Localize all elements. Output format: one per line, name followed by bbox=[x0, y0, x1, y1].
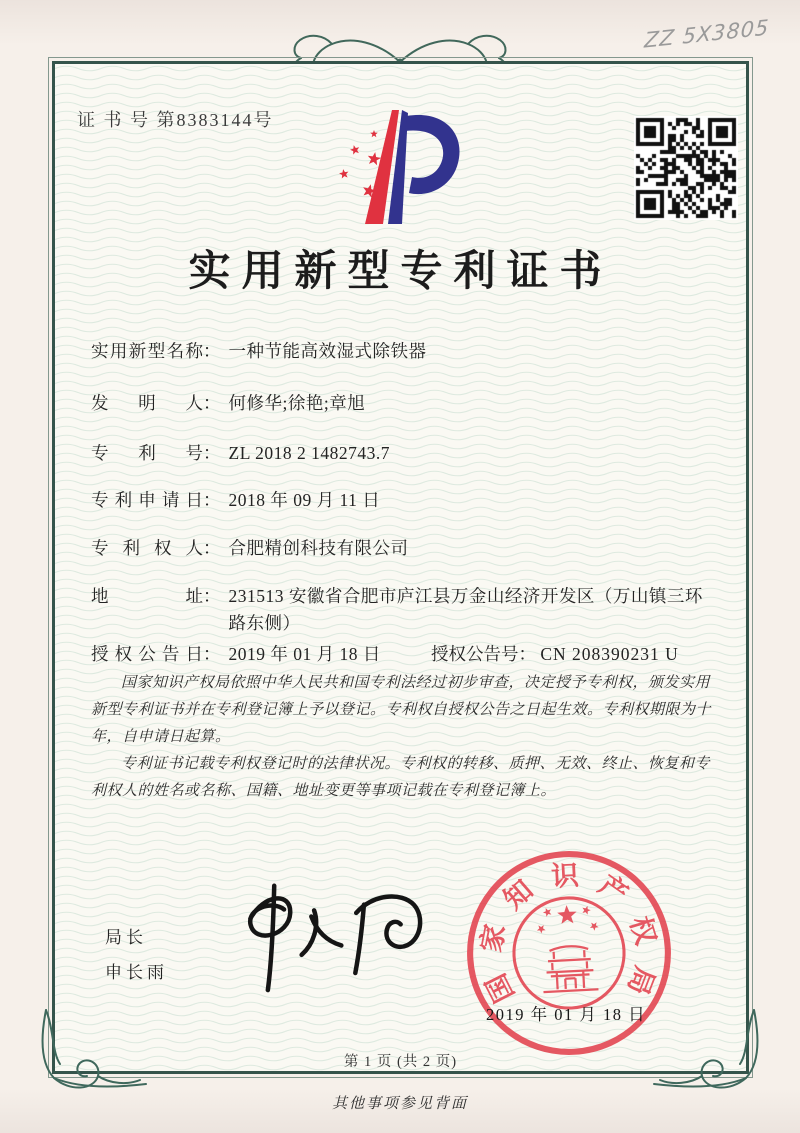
field-colon: ： bbox=[203, 341, 221, 361]
svg-text:权: 权 bbox=[624, 912, 662, 949]
qr-code bbox=[634, 116, 738, 220]
certificate-number: 证 书 号 第8383144号 bbox=[77, 110, 274, 130]
field-label: 发明人 bbox=[91, 393, 203, 413]
field-value: 何修华;徐艳;章旭 bbox=[228, 393, 366, 413]
field-label: 专利申请日 bbox=[91, 490, 203, 510]
back-side-note: 其他事项参见背面 bbox=[331, 1096, 468, 1112]
field-row-filing-date bbox=[91, 487, 731, 514]
certificate-frame bbox=[48, 57, 753, 1078]
field-colon: ： bbox=[203, 644, 221, 664]
field-label: 授权公告日 bbox=[91, 644, 203, 664]
svg-text:识: 识 bbox=[550, 859, 580, 892]
director-signature bbox=[219, 872, 433, 999]
field-row-inventors bbox=[91, 390, 731, 417]
field-value: 2018 年 09 月 11 日 bbox=[228, 490, 381, 510]
field-value: 2019 年 01 月 18 日 bbox=[228, 644, 381, 664]
cnipa-logo-icon bbox=[331, 104, 481, 230]
legal-text bbox=[91, 670, 723, 805]
field-label: 地址 bbox=[91, 586, 203, 606]
handwritten-code: ZZ 5X3805 bbox=[643, 15, 771, 53]
field-row-grant-date bbox=[91, 641, 731, 668]
svg-text:产: 产 bbox=[593, 868, 634, 911]
grant-number-value: CN 208390231 U bbox=[540, 644, 679, 664]
seal-date: 2019 年 01 月 18 日 bbox=[486, 1005, 647, 1024]
field-value: ZL 2018 2 1482743.7 bbox=[228, 443, 390, 463]
field-value: 合肥精创科技有限公司 bbox=[228, 538, 409, 558]
field-colon: ： bbox=[203, 586, 221, 606]
field-row-address bbox=[91, 583, 731, 637]
field-colon: ： bbox=[203, 490, 221, 510]
signer-name: 申长雨 bbox=[105, 963, 168, 982]
certificate-title: 实用新型专利证书 bbox=[188, 249, 613, 295]
field-colon: ： bbox=[203, 443, 221, 463]
field-value: 231513 安徽省合肥市庐江县万金山经济开发区（万山镇三环路东侧） bbox=[228, 586, 703, 633]
legal-paragraph-2: 专利证书记载专利权登记时的法律状况。专利权的转移、质押、无效、终止、恢复和专利权人的姓名或名称、国籍、地址变更等事项记载在专利登记簿上。 bbox=[91, 756, 711, 799]
svg-text:国: 国 bbox=[479, 968, 521, 1008]
signer-title: 局长 bbox=[105, 928, 147, 947]
field-label: 专利号 bbox=[91, 443, 203, 463]
grant-number-label: 授权公告号 bbox=[431, 644, 519, 664]
svg-text:知: 知 bbox=[497, 873, 539, 916]
grant-number-group bbox=[431, 641, 679, 666]
field-colon: ： bbox=[518, 644, 536, 664]
page-number: 第 1 页 (共 2 页) bbox=[343, 1054, 458, 1070]
field-label: 专利权人 bbox=[91, 538, 203, 558]
legal-paragraph-1: 国家知识产权局依照中华人民共和国专利法经过初步审查，决定授予专利权，颁发实用新型专利证书并在专利登记簿上予以登记。专利权自授权公告之日起生效。专利权期限为十年，自申请日起算。 bbox=[91, 675, 712, 745]
field-label: 实用新型名称 bbox=[91, 341, 203, 361]
field-value: 一种节能高效湿式除铁器 bbox=[228, 341, 427, 361]
field-row-name bbox=[91, 338, 731, 365]
svg-text:局: 局 bbox=[621, 962, 661, 1000]
field-colon: ： bbox=[203, 538, 221, 558]
svg-text:家: 家 bbox=[475, 921, 511, 955]
field-colon: ： bbox=[203, 393, 221, 413]
signer-block bbox=[105, 920, 168, 990]
field-row-patent-number bbox=[91, 440, 731, 467]
field-row-patentee bbox=[91, 535, 731, 562]
official-seal-icon bbox=[464, 848, 674, 1058]
